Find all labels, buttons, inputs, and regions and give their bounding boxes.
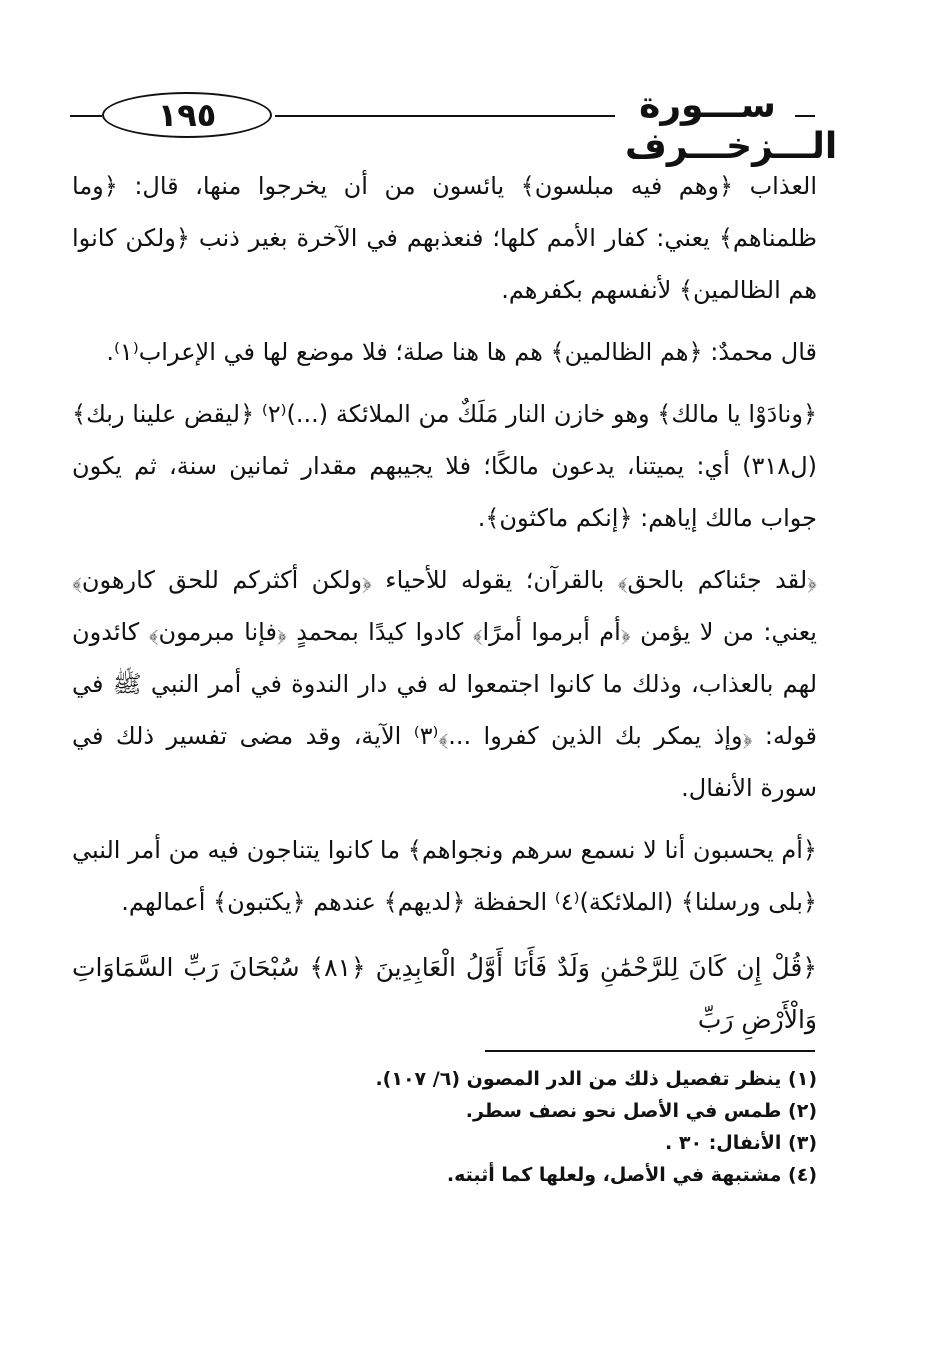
footnote-item: (٣) الأنفال: ٣٠ . — [665, 1132, 817, 1154]
paragraph: ﴿ونادَوْا يا مالك﴾ وهو خازن النار مَلَكٌ من الملائكة (...)⁽٢⁾ ﴿ليقض علينا ربك﴾ (ل٣١٨) أي: يميتنا، يدعون مالكًا؛ فلا يجيبهم مقدار ثمانين سنة، ثم يكون جواب مالك إياهم: ﴿إنكم ماكثون﴾. — [72, 400, 818, 532]
paragraph: قال محمدٌ: ﴿هم الظالمين﴾ هم ها هنا صلة؛ فلا موضع لها في الإعراب⁽١⁾. — [106, 338, 817, 366]
header-rule-middle — [275, 115, 615, 117]
quran-ayah-line: ﴿قُلْ إِن كَانَ لِلرَّحْمَٰنِ وَلَدٌ فَأَنَا أَوَّلُ الْعَابِدِينَ ﴿٨١﴾ سُبْحَانَ رَبِّ السَّمَاوَاتِ وَالْأَرْضِ رَبِّ — [72, 953, 817, 1034]
body-text — [72, 160, 817, 1056]
paragraph: ﴿لقد جئناكم بالحق﴾ بالقرآن؛ يقوله للأحياء ﴿ولكن أكثركم للحق كارهون﴾ يعني: من لا يؤمن ﴿أم أبرموا أمرًا﴾ كادوا كيدًا بمحمدٍ ﴿فإنا مبرمون﴾ كائدون لهم بالعذاب، وذلك ما كانوا اجتمعوا له في دار الندوة في أمر النبي ﷺ في قوله: ﴿وإذ يمكر بك الذين كفروا ...﴾⁽٣⁾ الآية، وقد مضى تفسير ذلك في سورة الأنفال. — [72, 566, 817, 802]
footnote-item: (١) ينظر تفصيل ذلك من الدر المصون (٦/ ١٠٧). — [375, 1068, 817, 1090]
page-number: ١٩٥ — [102, 92, 272, 138]
footnote-item: (٤) مشتبهة في الأصل، ولعلها كما أثبته. — [446, 1164, 817, 1186]
paragraph: العذاب ﴿وهم فيه مبلسون﴾ يائسون من أن يخرجوا منها، قال: ﴿وما ظلمناهم﴾ يعني: كفار الأمم كلها؛ فنعذبهم في الآخرة بغير ذنب ﴿ولكن كانوا هم الظالمين﴾ لأنفسهم بكفرهم. — [72, 172, 817, 304]
footnote-item: (٢) طمس في الأصل نحو نصف سطر. — [465, 1100, 817, 1122]
page-header — [70, 80, 838, 167]
paragraph: ﴿أم يحسبون أنا لا نسمع سرهم ونجواهم﴾ ما كانوا يتناجون فيه من أمر النبي ﴿بلى ورسلنا﴾ (الملائكة)⁽٤⁾ الحفظة ﴿لديهم﴾ عندهم ﴿يكتبون﴾ أعمالهم. — [72, 836, 817, 916]
sura-title: ســـورة الـــزخـــرف — [625, 85, 838, 167]
header-rule-right — [795, 115, 815, 117]
footnotes — [375, 1063, 817, 1191]
header-rule-left — [70, 115, 102, 117]
footnote-divider — [485, 1050, 815, 1052]
